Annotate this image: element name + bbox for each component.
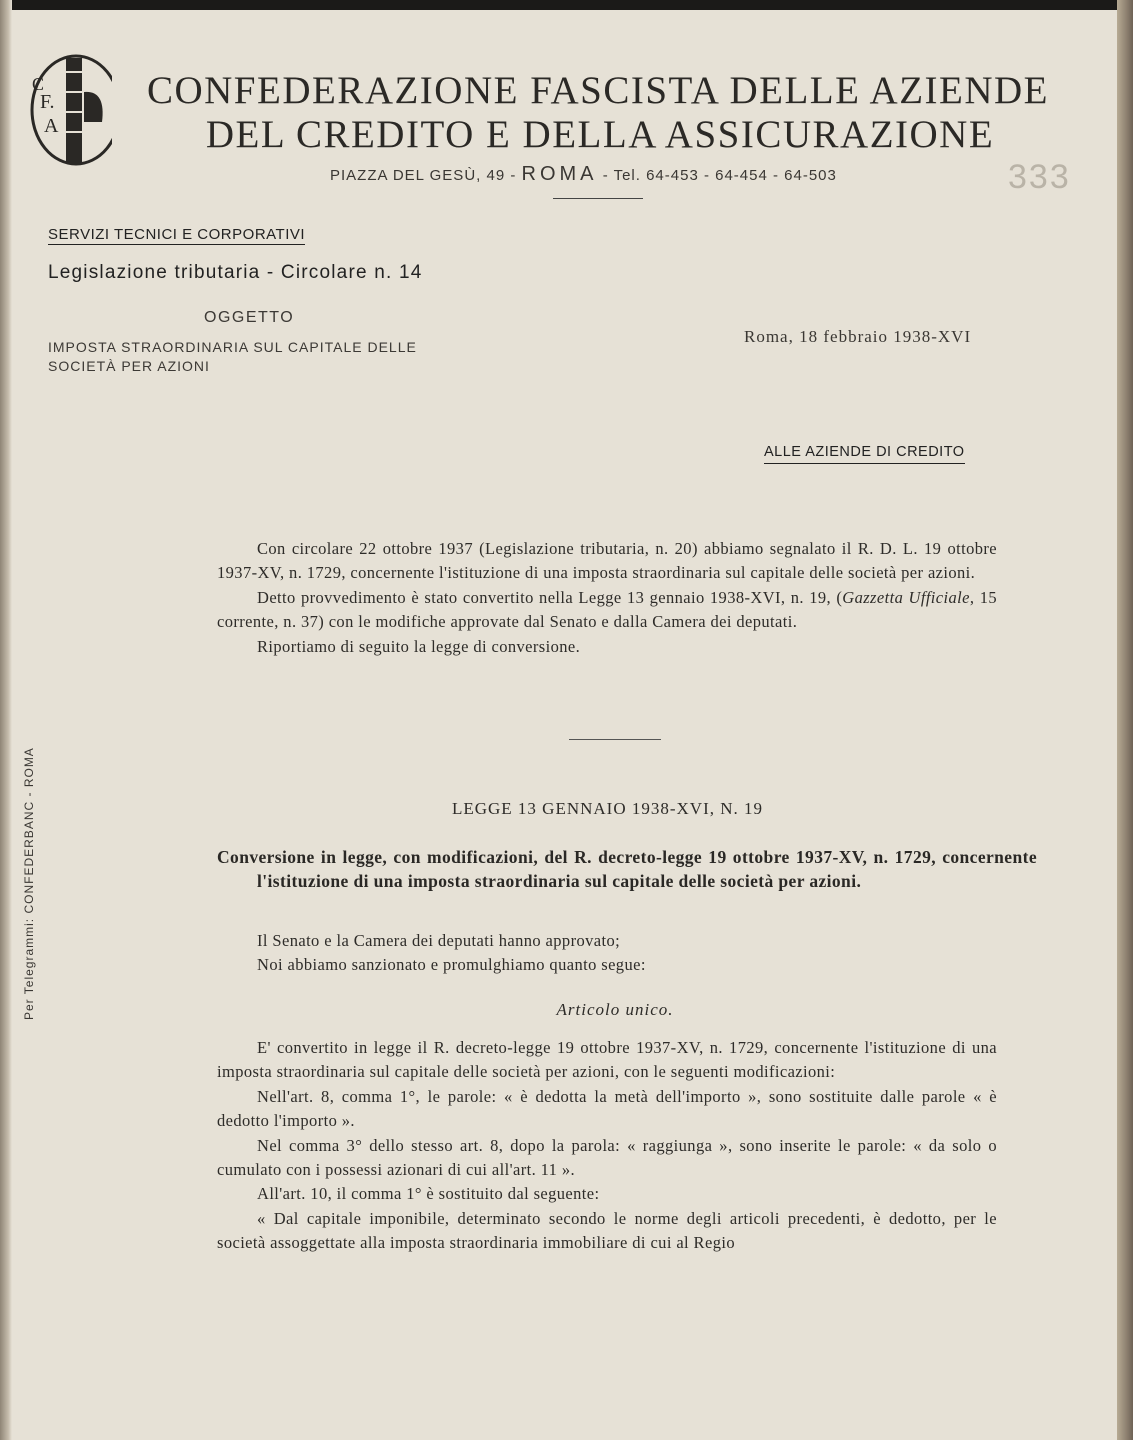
article-paragraph-3: Nel comma 3° dello stesso art. 8, dopo la parola: « raggiunga », sono inserite le parole: « da solo o cumulato con i possessi azionari di cui all'art. 11 ». <box>217 1135 997 1180</box>
letter-date: Roma, 18 febbraio 1938-XVI <box>744 327 972 346</box>
svg-text:F.: F. <box>40 91 55 113</box>
intro-paragraph-3: Riportiamo di seguito la legge di conversione. <box>257 636 581 656</box>
intro-paragraph-2 <box>217 586 997 635</box>
scan-top-edge <box>0 0 1133 10</box>
intro-paragraph-2-end: , 15 corrente, n. 37) con le modifiche approvate dal Senato e dalla Camera dei deputati. <box>217 587 997 632</box>
svg-text:A: A <box>44 115 59 137</box>
address-phone: - Tel. 64-453 - 64-454 - 64-503 <box>602 167 837 184</box>
article-paragraph-4: All'art. 10, il comma 1° è sostituito dal seguente: <box>257 1184 600 1204</box>
department-label: SERVIZI TECNICI E CORPORATIVI <box>48 226 306 243</box>
section-divider <box>569 739 661 740</box>
address-city: ROMA <box>521 163 598 185</box>
intro-paragraph-2-start: Detto provvedimento è stato convertito nella Legge 13 gennaio 1938-XVI, n. 19, ( <box>257 587 843 607</box>
address-line <box>330 163 890 186</box>
gazette-name: Gazzetta Ufficiale <box>842 587 970 607</box>
article-body <box>217 1036 997 1256</box>
law-title: LEGGE 13 GENNAIO 1938-XVI, N. 19 <box>451 799 764 818</box>
organization-name-line1: CONFEDERAZIONE FASCISTA DELLE AZIENDE <box>146 69 1050 112</box>
address-street: PIAZZA DEL GESÙ, 49 - <box>330 167 517 184</box>
recipient-line: ALLE AZIENDE DI CREDITO <box>764 444 965 464</box>
enactment-section <box>217 929 997 978</box>
page-number: 333 <box>1008 158 1071 196</box>
intro-section <box>217 537 997 659</box>
svg-text:C: C <box>32 74 45 94</box>
article-paragraph-5: « Dal capitale imponibile, determinato secondo le norme degli articoli precedenti, è dedotto, per le società assoggettate alla imposta straordinaria immobiliare di cui al Regio <box>217 1208 997 1253</box>
law-heading: Conversione in legge, con modificazioni, del R. decreto-legge 19 ottobre 1937-XV, n. 1729, concernente l'istituzione di una imposta straordinaria sul capitale delle società per azioni. <box>217 847 1037 891</box>
article-title: Articolo unico. <box>556 1000 674 1019</box>
circular-reference: Legislazione tributaria - Circolare n. 14 <box>48 262 423 283</box>
subject-label: OGGETTO <box>204 309 295 326</box>
scan-right-edge <box>1117 0 1133 1440</box>
enactment-line-2: Noi abbiamo sanzionato e promulghiamo quanto segue: <box>257 955 646 975</box>
article-paragraph-2: Nell'art. 8, comma 1°, le parole: « è dedotta la metà dell'importo », sono sostituite dalle parole « è dedotto l'importo ». <box>217 1086 997 1131</box>
header-divider <box>553 198 643 199</box>
enactment-line-1: Il Senato e la Camera dei deputati hanno approvato; <box>257 931 621 950</box>
intro-paragraph-1: Con circolare 22 ottobre 1937 (Legislazione tributaria, n. 20) abbiamo segnalato il R. D. L. 19 ottobre 1937-XV, n. 1729, concernente l'istituzione di una imposta straordinaria sul capitale delle società per azioni. <box>217 539 997 583</box>
organization-name-line2: DEL CREDITO E DELLA ASSICURAZIONE <box>205 113 995 156</box>
scan-left-edge <box>0 0 12 1440</box>
telegram-address-vertical: Per Telegrammi: CONFEDERBANC - ROMA <box>22 747 36 1020</box>
subject-text: IMPOSTA STRAORDINARIA SUL CAPITALE DELLE SOCIETÀ PER AZIONI <box>48 339 417 374</box>
article-paragraph-1: E' convertito in legge il R. decreto-legge 19 ottobre 1937-XV, n. 1729, concernente l'istituzione di una imposta straordinaria sul capitale delle società per azioni, con le seguenti modificazioni: <box>217 1038 997 1082</box>
